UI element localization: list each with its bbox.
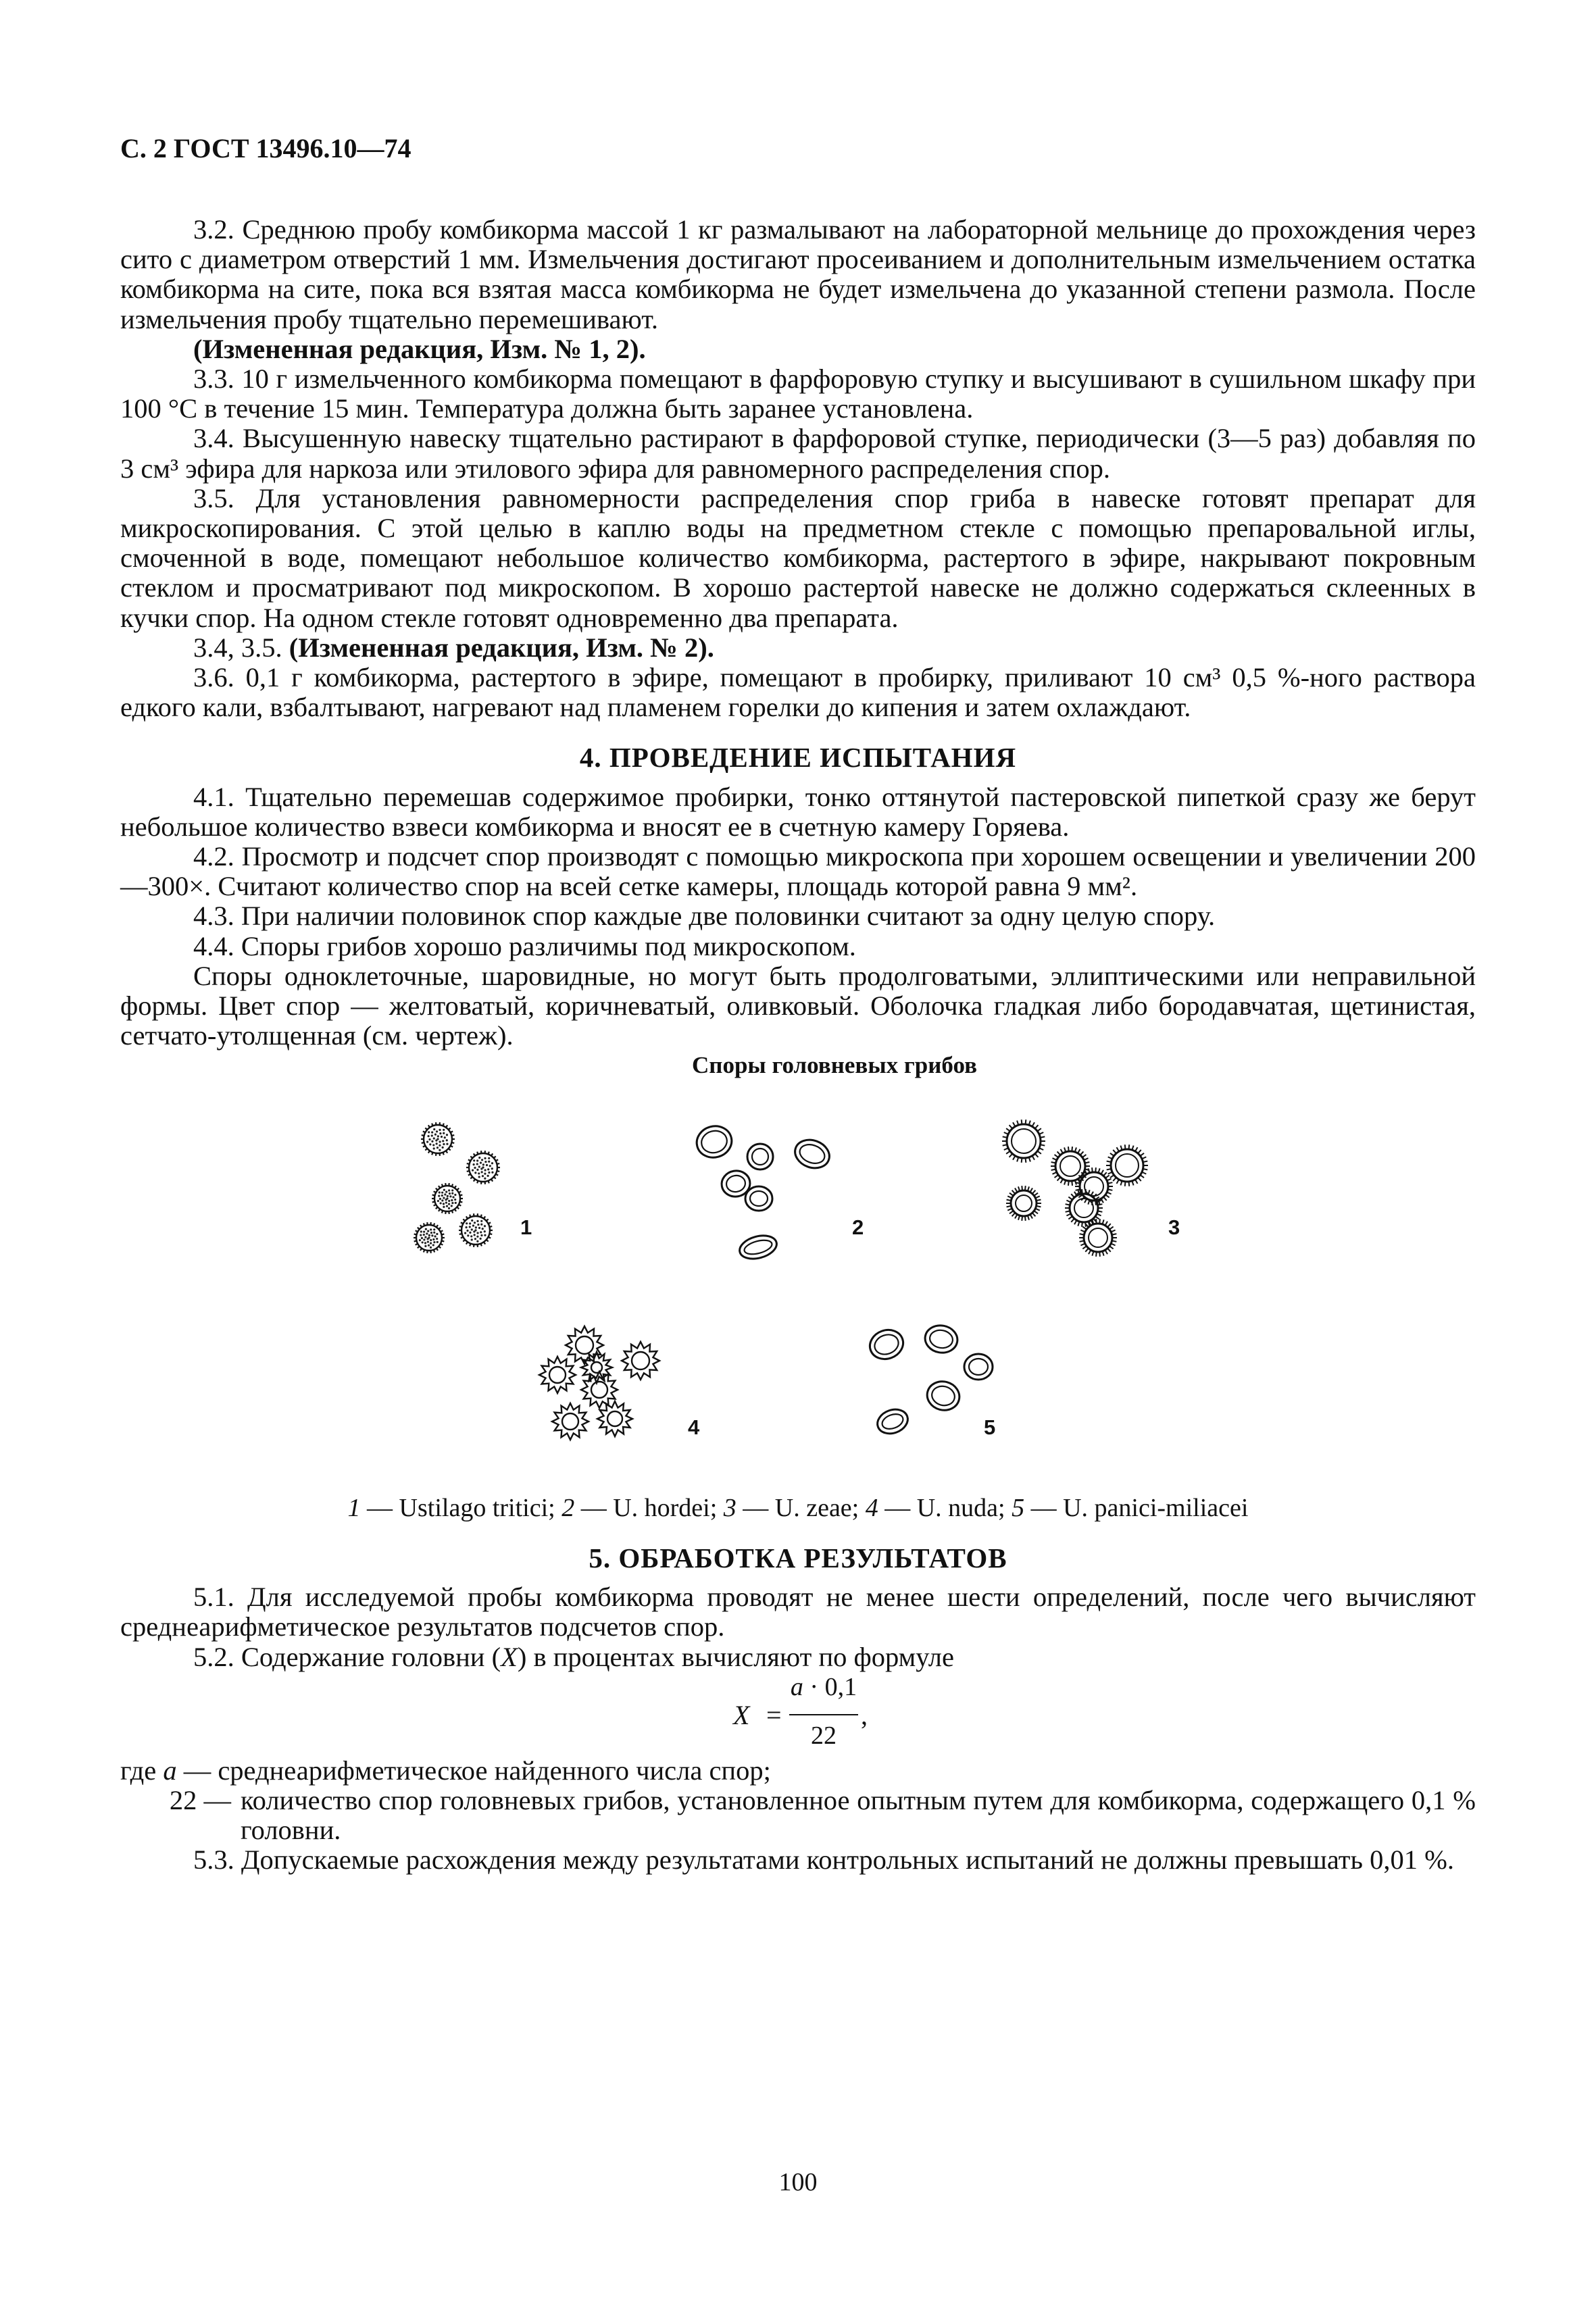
formula-comma: , — [861, 1699, 868, 1730]
where-variable: a — [163, 1755, 177, 1786]
formula — [120, 1672, 1476, 1756]
spore — [747, 1144, 773, 1169]
paragraph-5-2-prefix: 5.2. Содержание головни ( — [193, 1641, 501, 1672]
spore — [1002, 1120, 1045, 1163]
where-text: — среднеарифметическое найденного числа спор; — [176, 1755, 771, 1786]
figure-title: Споры головневых грибов — [692, 1052, 977, 1079]
spore — [539, 1357, 576, 1393]
spore — [924, 1378, 962, 1413]
formula-numerator — [789, 1672, 858, 1702]
spore — [414, 1222, 445, 1253]
paragraph-3-3: 3.3. 10 г измельченного комбикорма помещают в фарфоровую ступку и высушивают в сушильном шкафу при 100 °С в течение 15 мин. Температура должна быть заранее установлена. — [120, 363, 1476, 424]
paragraph-3-4: 3.4. Высушенную навеску тщательно растирают в фарфоровой ступке, периодически (3—5 раз) добавляя по 3 см³ эфира для наркоза или этилового эфира для равномерного распределения спор. — [120, 423, 1476, 484]
spore — [1006, 1186, 1041, 1221]
spore — [1106, 1145, 1148, 1186]
caption-number-1: 1 — [347, 1493, 361, 1522]
caption-number-3: 3 — [723, 1493, 737, 1522]
caption-text-4: — U. nuda; — [878, 1493, 1012, 1522]
paragraph-3-6: 3.6. 0,1 г комбикорма, растертого в эфире, помещают в пробирку, приливают 10 см³ 0,5 %-ного раствора едкого кали, взбалтывают, нагревают над пламенем горелки до кипения и затем охлаждают. — [120, 662, 1476, 723]
figure-caption — [120, 1493, 1476, 1523]
spore — [421, 1122, 455, 1156]
spore — [1051, 1147, 1090, 1186]
amendment-text: (Измененная редакция, Изм. № 1, 2). — [193, 333, 646, 364]
paragraph-3-5: 3.5. Для установления равномерности распределения спор гриба в навеске готовят препарат для микроскопирования. С этой целью в каплю воды на предметном стекле с помощью препаровальной иглы, смоченной в воде, помещают небольшое количество комбикорма, растертого в эфире, накрывают покровным стеклом и просматривают под микроскопом. В хорошо растертой навеске не должно содержаться склеенных в кучки спор. На одном стекле готовят одновременно два препарата. — [120, 482, 1476, 633]
caption-number-4: 4 — [865, 1493, 878, 1522]
spore — [597, 1401, 632, 1436]
formula-lhs: X — [733, 1699, 750, 1730]
formula-numerator-rest: · 0,1 — [803, 1672, 857, 1701]
spore — [693, 1122, 735, 1161]
spore — [466, 1151, 500, 1184]
figure-label-2: 2 — [852, 1215, 864, 1239]
page-header: С. 2 ГОСТ 13496.10—74 — [120, 133, 412, 164]
paragraph-5-3: 5.3. Допускаемые расхождения между результатами контрольных испытаний не должны превышать 0,01 %. — [193, 1844, 1454, 1876]
caption-text-5: — U. panici-miliacei — [1024, 1493, 1249, 1522]
document-body — [120, 215, 1476, 1876]
paragraph-5-2-suffix: ) в процентах вычисляют по формуле — [517, 1641, 954, 1672]
spore-drawing — [120, 1085, 1476, 1486]
spore — [622, 1342, 659, 1380]
paragraph-4-4: 4.4. Споры грибов хорошо различимы под микроскопом. — [193, 930, 856, 961]
amendment-text: (Измененная редакция, Изм. № 2). — [289, 632, 714, 663]
paragraph-4-4-description: Споры одноклеточные, шаровидные, но могут быть продолговатыми, эллиптическими или неправильной формы. Цвет спор — желтоватый, коричневатый, оливковый. Оболочка гладкая либо бородавчатая, щетинистая, сетчато-утолщенная (см. чертеж). — [120, 960, 1476, 1051]
variable-x: X — [501, 1641, 518, 1672]
definition-22 — [120, 1786, 1476, 1845]
formula-denominator: 22 — [811, 1721, 837, 1750]
formula-equals: = — [766, 1699, 782, 1730]
caption-text-2: — U. hordei; — [574, 1493, 724, 1522]
spore — [923, 1323, 959, 1355]
amendment-note-1 — [120, 334, 1476, 364]
spore — [432, 1183, 463, 1214]
figure-label-3: 3 — [1168, 1215, 1180, 1239]
spore — [1079, 1219, 1117, 1257]
definition-term-text: 22 — — [169, 1784, 231, 1815]
paragraph-4-3: 4.3. При наличии половинок спор каждые две половинки считают за одну целую спору. — [193, 901, 1216, 932]
spore — [737, 1232, 779, 1262]
fraction-bar — [789, 1714, 858, 1715]
amendment-prefix: 3.4, 3.5. — [193, 632, 289, 663]
spore — [964, 1354, 993, 1380]
spore — [459, 1213, 493, 1247]
formula-var-a: a — [790, 1672, 803, 1701]
figure-label-1: 1 — [520, 1215, 532, 1239]
paragraph-3-2: 3.2. Среднюю пробу комбикорма массой 1 кг размалывают на лабораторной мельнице до прохождения через сито с диаметром отверстий 1 мм. Измельчения достигают просеиванием и дополнительным измельчением остатка комбикорма на сите, пока вся взятая масса комбикорма не будет измельчена до указанной степени размола. После измельчения пробу тщательно перемешивают. — [120, 214, 1476, 334]
caption-text-1: — Ustilago tritici; — [360, 1493, 562, 1522]
section-4-title: 4. ПРОВЕДЕНИЕ ИСПЫТАНИЯ — [579, 742, 1017, 774]
caption-number-2: 2 — [562, 1493, 575, 1522]
paragraph-4-2: 4.2. Просмотр и подсчет спор производят с помощью микроскопа при хорошем освещении и увеличении 200—300×. Считают количество спор на всей сетке камеры, площадь которой равна 9 мм². — [120, 841, 1476, 902]
spore — [745, 1186, 772, 1211]
figure-label-4: 4 — [688, 1415, 700, 1439]
spore — [552, 1403, 589, 1440]
where-prefix: где — [120, 1755, 164, 1786]
paragraph-5-1: 5.1. Для исследуемой пробы комбикорма проводят не менее шести определений, после чего вычисляют среднеарифметическое результатов подсчетов спор. — [120, 1582, 1476, 1642]
caption-text-3: — U. zeae; — [736, 1493, 866, 1522]
page-number: 100 — [778, 2168, 818, 2196]
definition-term — [120, 1786, 241, 1845]
figure-label-5: 5 — [984, 1415, 996, 1439]
spore — [866, 1325, 907, 1363]
paragraph-5-2 — [120, 1642, 1476, 1672]
definition-body: количество спор головневых грибов, установленное опытным путем для комбикорма, содержащего 0,1 % головни. — [241, 1784, 1476, 1846]
section-5-title: 5. ОБРАБОТКА РЕЗУЛЬТАТОВ — [589, 1542, 1007, 1574]
where-clause — [120, 1756, 1476, 1786]
spore — [874, 1405, 912, 1438]
spore — [791, 1135, 834, 1172]
paragraph-4-1: 4.1. Тщательно перемешав содержимое пробирки, тонко оттянутой пастеровской пипеткой сразу же берут небольшое количество взвеси комбикорма и вносят ее в счетную камеру Горяева. — [120, 781, 1476, 842]
spore-figure — [120, 1085, 1476, 1486]
caption-number-5: 5 — [1012, 1493, 1025, 1522]
spore — [566, 1326, 603, 1364]
amendment-note-2 — [120, 633, 1476, 663]
